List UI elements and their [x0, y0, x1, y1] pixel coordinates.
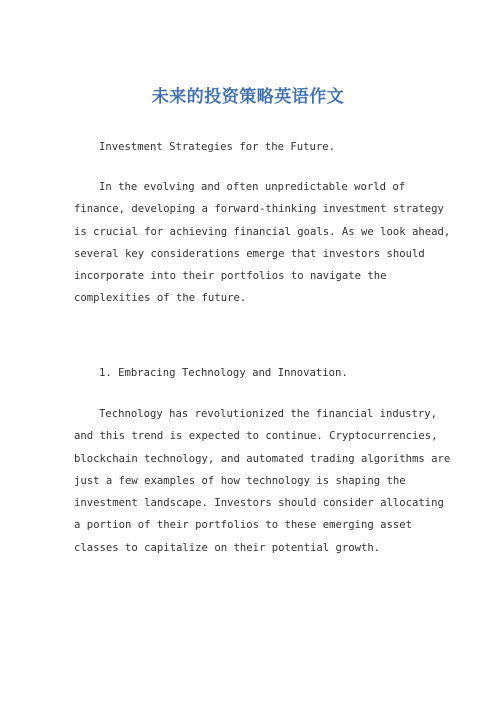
- document-title: 未来的投资策略英语作文: [151, 87, 345, 107]
- paragraph-line: incorporate into their portfolios to navigate the: [74, 270, 387, 283]
- essay-heading: Investment Strategies for the Future.: [99, 141, 335, 153]
- paragraph-line: finance, developing a forward-thinking investment strategy: [74, 203, 444, 216]
- paragraph-1: [74, 176, 451, 310]
- paragraph-line: and this trend is expected to continue. Cryptocurrencies,: [74, 430, 438, 443]
- section-heading: 1. Embracing Technology and Innovation.: [99, 367, 348, 379]
- paragraph-line: classes to capitalize on their potential growth.: [74, 541, 381, 554]
- paragraph-line: several key considerations emerge that investors should: [74, 247, 425, 260]
- paragraph-line: investment landscape. Investors should consider allocating: [74, 497, 444, 510]
- paragraph-line: blockchain technology, and automated trading algorithms are: [74, 452, 451, 465]
- section-1-heading-block: [74, 362, 430, 384]
- paragraph-line: just a few examples of how technology is shaping the: [74, 474, 406, 487]
- paragraph-2: [74, 403, 451, 559]
- essay-heading-block: [74, 136, 430, 158]
- paragraph-line: complexities of the future.: [74, 292, 247, 305]
- paragraph-line: Technology has revolutionized the financial industry,: [99, 408, 438, 420]
- paragraph-line: In the evolving and often unpredictable world of: [99, 181, 406, 193]
- paragraph-line: is crucial for achieving financial goals. As we look ahead,: [74, 225, 451, 238]
- paragraph-line: a portion of their portfolios to these emerging asset: [74, 519, 413, 532]
